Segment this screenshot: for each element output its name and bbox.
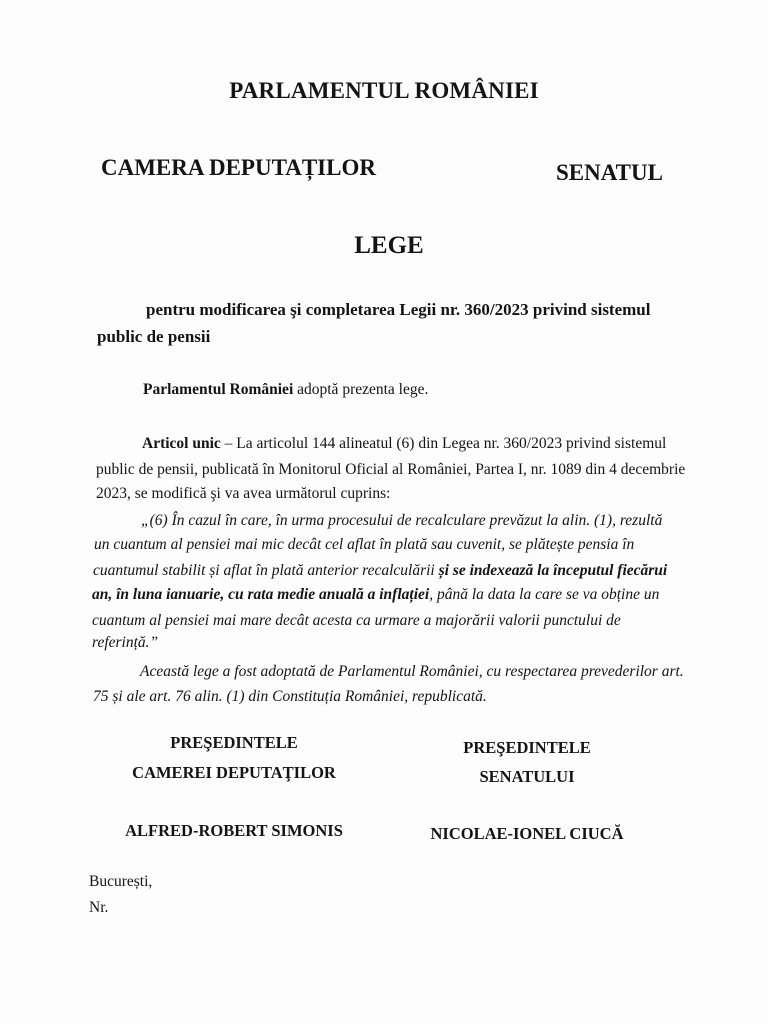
left-signatory-title-1: PREŞEDINTELE bbox=[170, 733, 298, 752]
quote-line-1: „(6) În cazul în care, în urma procesului de recalculare prevăzut la alin. (1), rezultă bbox=[141, 512, 663, 529]
right-signatory-title-2: SENATULUI bbox=[479, 767, 575, 786]
quote-line-4-bold: an, în luna ianuarie, cu rata medie anuală a inflației bbox=[92, 586, 430, 603]
article-line-3: 2023, se modifică şi va avea următorul cuprins: bbox=[96, 485, 391, 502]
right-signatory-title-1: PREŞEDINTELE bbox=[463, 738, 591, 757]
senate-heading: SENATUL bbox=[556, 160, 663, 185]
quote-line-3-text: cuantumul stabilit și aflat în plată anterior recalculării bbox=[93, 562, 439, 579]
adoption-subject: Parlamentul României bbox=[143, 381, 294, 398]
quote-line-3 bbox=[93, 558, 667, 583]
right-signatory-name: NICOLAE-IONEL CIUCĂ bbox=[430, 824, 624, 843]
adoption-statement bbox=[143, 381, 428, 399]
closing-line-1: Această lege a fost adoptată de Parlamentul României, cu respectarea prevederilor art. bbox=[140, 663, 684, 680]
adoption-text: adoptă prezenta lege. bbox=[293, 381, 429, 398]
place-label: București, bbox=[89, 873, 153, 890]
article-line-1-text: – La articolul 144 alineatul (6) din Legea nr. 360/2023 privind sistemul bbox=[220, 435, 667, 452]
law-subject-line-2: public de pensii bbox=[97, 327, 211, 346]
closing-line-2: 75 și ale art. 76 alin. (1) din Constituția României, republicată. bbox=[93, 688, 487, 705]
quote-line-5: cuantum al pensiei mai mare decât acesta ca urmare a majorării valorii punctului de bbox=[92, 612, 621, 629]
article-label: Articol unic bbox=[142, 435, 221, 452]
law-title: LEGE bbox=[354, 232, 424, 259]
left-signatory-name: ALFRED-ROBERT SIMONIS bbox=[125, 821, 343, 840]
article-line-2: public de pensii, publicată în Monitorul Oficial al României, Partea I, nr. 1089 din 4 decembrie bbox=[96, 461, 686, 478]
left-signatory-title-2: CAMEREI DEPUTAŢILOR bbox=[132, 763, 336, 782]
quote-line-4-text: , până la data la care se va obține un bbox=[429, 586, 660, 603]
law-subject-line-1: pentru modificarea şi completarea Legii nr. 360/2023 privind sistemul bbox=[146, 300, 651, 319]
quote-line-3-bold: și se indexează la începutul fiecărui bbox=[438, 562, 668, 579]
article-line-1 bbox=[142, 432, 666, 456]
quote-line-4 bbox=[92, 582, 659, 607]
parliament-heading: PARLAMENTUL ROMÂNIEI bbox=[229, 78, 539, 103]
quote-line-2: un cuantum al pensiei mai mic decât cel aflat în plată sau cuvenit, se plătește pensia în bbox=[94, 536, 635, 553]
quote-line-6: referință.” bbox=[92, 634, 159, 651]
number-label: Nr. bbox=[89, 899, 109, 916]
chamber-heading: CAMERA DEPUTAȚILOR bbox=[101, 155, 376, 180]
